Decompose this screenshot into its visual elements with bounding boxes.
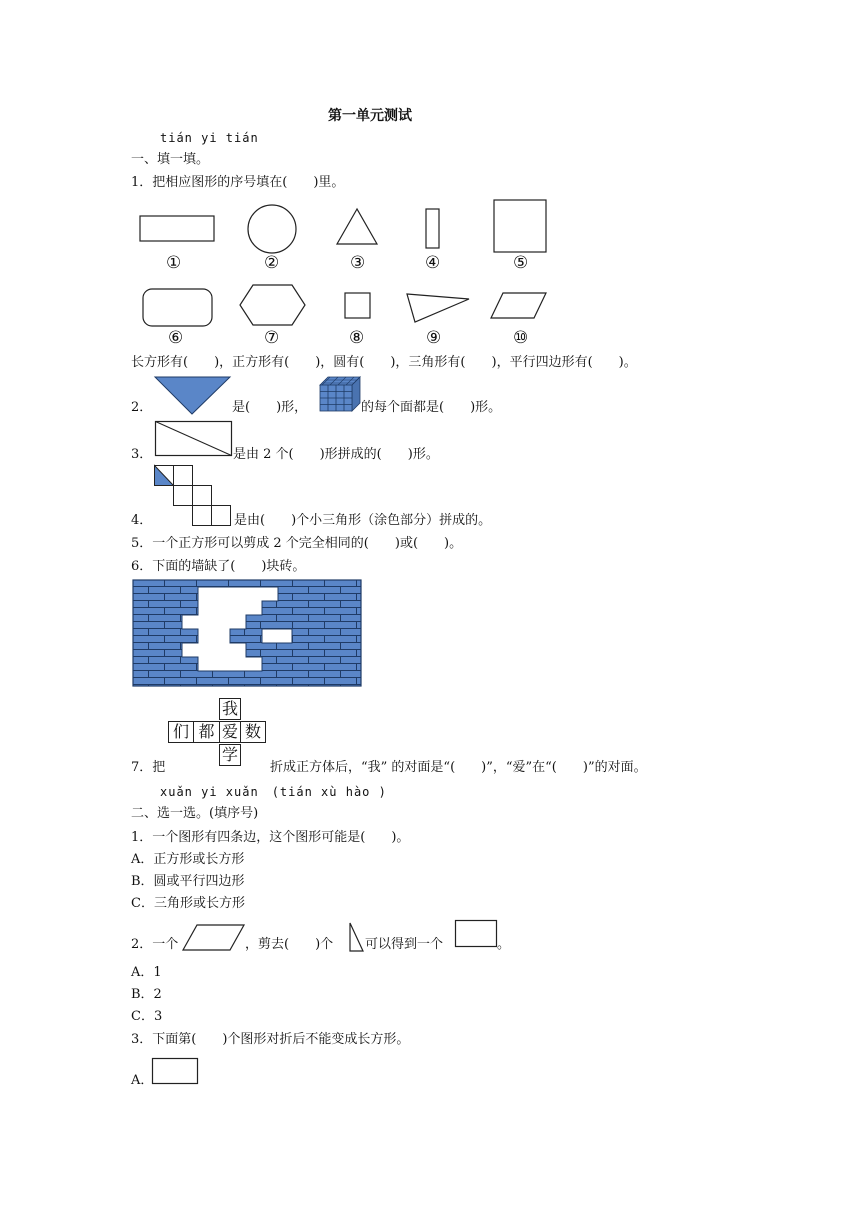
q2-text-a: 是( )形， [232,400,308,415]
shape-4-thin-rectangle [426,209,439,248]
s2-q1-option-c: C．三角形或长方形 [131,896,245,911]
shape-label-2: ② [264,253,280,273]
q2-number: 2． [131,400,153,415]
cube-net-cell-1: 们 [168,721,194,743]
shape-label-4: ④ [425,253,441,273]
q3-text: 是由 2 个( )形拼成的( )形。 [233,447,439,462]
section1-pinyin: tián yi tián [160,131,259,145]
s2-q3-option-a: A． [131,1073,154,1088]
cube-net-cell-4: 数 [240,721,266,743]
s2-q1-option-b: B．圆或平行四边形 [131,874,245,889]
shape-10-parallelogram [491,293,546,318]
q7-number: 7．把 [131,760,166,775]
section2-heading: 二、选一选。(填序号) [131,806,259,821]
s2-q2-text-c: 可以得到一个 [365,937,444,952]
shape-label-6: ⑥ [168,328,184,348]
shape-label-10: ⑩ [513,328,529,348]
q2-rubik-cube [320,377,362,413]
shape-2-circle [248,205,296,253]
shape-label-3: ③ [350,253,366,273]
shape-5-square [494,200,546,252]
q5-text: 5．一个正方形可以剪成 2 个完全相同的( )或( )。 [131,536,463,551]
s2-q2-text-a: 2．一个 [131,937,179,952]
q6-text: 6．下面的墙缺了( )块砖。 [131,559,306,574]
shapes-figure [0,0,860,360]
q2-blue-triangle [154,376,234,416]
q7-text: 折成正方体后，“我” 的对面是“( )”，“爱”在“( )”的对面。 [270,760,647,775]
s2-q2-parallelogram [182,924,246,952]
q4-staircase-figure [154,465,236,527]
s2-q1-option-a: A．正方形或长方形 [131,852,245,867]
s2-q2-triangle [349,922,365,952]
cube-net-cell-2: 都 [193,721,220,743]
s2-q2-text-b: ，剪去( )个 [245,937,334,952]
s2-q3-option-a-rectangle [152,1058,200,1086]
shape-1-rectangle [140,216,214,241]
s2-q2-option-a: A．1 [131,965,162,980]
cube-net-cell-3: 爱 [219,721,241,743]
q3-rectangle-diagonal [155,421,235,457]
shape-9-triangle [407,294,469,322]
shape-label-1: ① [166,253,182,273]
shape-8-small-square [345,293,370,318]
s2-q2-text-d: 。 [497,937,511,952]
section1-heading: 一、填一填。 [131,152,210,167]
cube-net-cell-top: 我 [219,698,241,720]
s2-q3-text: 3．下面第( )个图形对折后不能变成长方形。 [131,1032,410,1047]
shape-label-9: ⑨ [426,328,442,348]
shape-6-rounded-rectangle [143,289,212,326]
q3-number: 3． [131,447,153,462]
s2-q2-rectangle [455,920,499,948]
shape-3-triangle [337,209,377,244]
q1-answer-line: 长方形有( )，正方形有( )，圆有( )，三角形有( )，平行四边形有( )。 [131,355,637,370]
shape-label-8: ⑧ [349,328,365,348]
s2-q2-option-b: B．2 [131,987,162,1002]
brick-wall-figure [132,579,364,689]
shape-label-7: ⑦ [264,328,280,348]
s2-q1-text: 1．一个图形有四条边，这个图形可能是( )。 [131,830,410,845]
cube-net-cell-bottom: 学 [219,744,241,766]
section2-pinyin: xuǎn yi xuǎn (tián xù hào ) [160,785,387,799]
q4-number: 4． [131,513,153,528]
q2-text-b: 的每个面都是( )形。 [361,400,502,415]
shape-7-hexagon [240,285,305,325]
shape-label-5: ⑤ [513,253,529,273]
q1-text: 1．把相应图形的序号填在( )里。 [131,175,345,190]
s2-q2-option-c: C．3 [131,1009,163,1024]
q4-text: 是由( )个小三角形（涂色部分）拼成的。 [234,513,492,528]
page-title: 第一单元测试 [328,108,412,124]
